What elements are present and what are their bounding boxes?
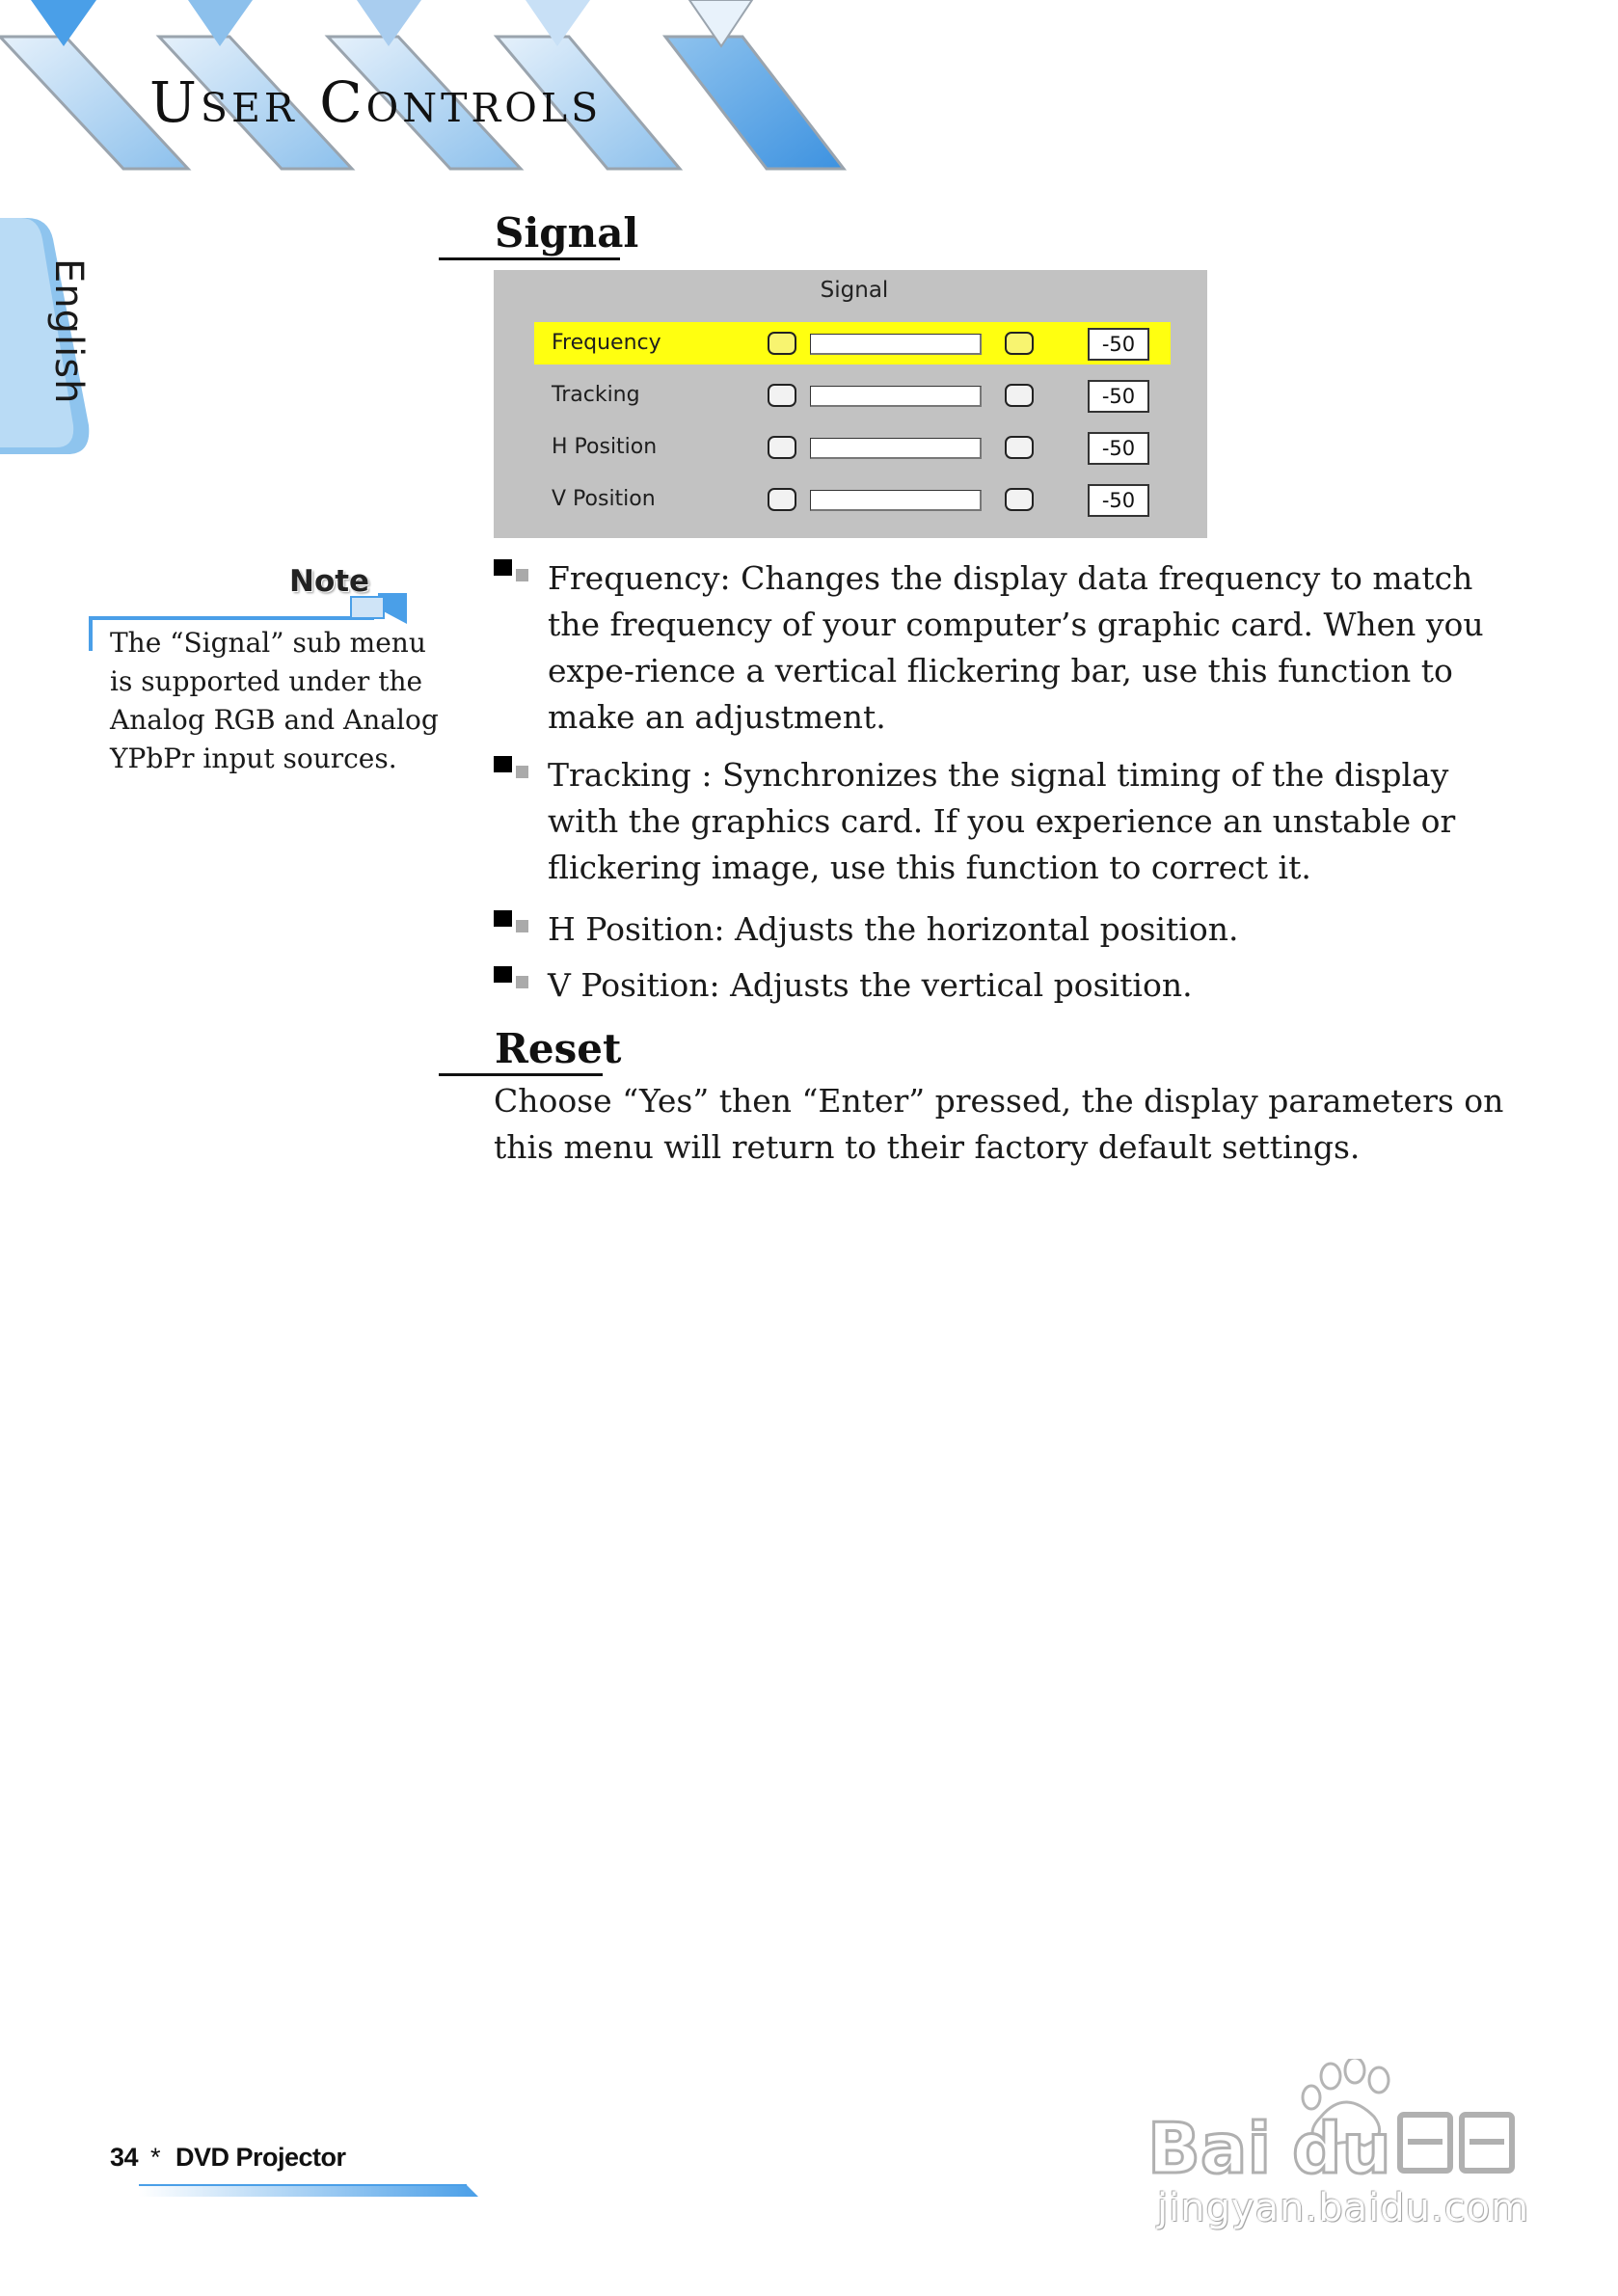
note-text: The “Signal” sub menu is supported under the Analog RGB and Analog YPbPr input sources. [110, 627, 439, 774]
osd-row-frequency[interactable] [534, 322, 1171, 365]
increase-icon[interactable] [1005, 332, 1034, 355]
footer-separator: * [150, 2143, 161, 2172]
osd-row-label: H Position [552, 435, 658, 459]
signal-heading-text: Signal [495, 209, 639, 257]
bullet-square-icon [494, 906, 532, 945]
osd-row-h-position[interactable] [534, 426, 1171, 469]
osd-slider-bar[interactable] [810, 490, 982, 511]
page-footer [110, 2143, 399, 2201]
note-box [89, 564, 439, 834]
osd-value-box: -50 [1088, 484, 1149, 517]
bullet-square-icon [494, 555, 532, 594]
osd-value-box: -50 [1088, 432, 1149, 465]
bullet-tracking [494, 752, 1516, 891]
footer-product-name: DVD Projector [175, 2143, 346, 2172]
osd-slider-bar[interactable] [810, 438, 982, 459]
svg-text:du: du [1292, 2108, 1391, 2184]
watermark-url: jingyan.baidu.com [1157, 2186, 1530, 2230]
page-title: User Controls [149, 69, 603, 135]
baidu-watermark [1147, 2059, 1533, 2252]
reset-description: Choose “Yes” then “Enter” pressed, the display parameters on this menu will return to their factory default settings. [494, 1082, 1504, 1166]
osd-row-label: Frequency [552, 331, 661, 355]
decrease-icon[interactable] [768, 488, 796, 511]
signal-section-heading [439, 203, 639, 260]
increase-icon[interactable] [1005, 488, 1034, 511]
decrease-icon[interactable] [768, 436, 796, 459]
note-title: Note [289, 564, 370, 599]
osd-menu-title: Signal [820, 278, 889, 303]
banner-stripe [665, 37, 844, 169]
bullet-text: H Position: Adjusts the horizontal position. [548, 910, 1239, 948]
osd-slider-bar[interactable] [810, 334, 982, 355]
footer-rule [139, 2179, 486, 2199]
osd-signal-menu [494, 270, 1207, 538]
osd-value-box: -50 [1088, 380, 1149, 413]
osd-slider-bar[interactable] [810, 386, 982, 407]
bullet-h-position [494, 906, 1516, 953]
bullet-square-icon [494, 752, 532, 791]
svg-text:Bai: Bai [1147, 2108, 1272, 2184]
osd-row-tracking[interactable] [534, 374, 1171, 417]
osd-row-label: Tracking [552, 383, 640, 407]
bullet-text: V Position: Adjusts the vertical position. [548, 966, 1193, 1004]
bullet-frequency [494, 555, 1516, 741]
decrease-icon[interactable] [768, 384, 796, 407]
increase-icon[interactable] [1005, 384, 1034, 407]
bullet-text: Frequency: Changes the display data frequency to match the frequency of your computer’s graphic card. When you expe-rience a vertical flickering bar, use this function to make an adjustment. [548, 559, 1484, 736]
heading-underline [439, 1073, 603, 1076]
bullet-text: Tracking : Synchronizes the signal timing of the display with the graphics card. If you experience an unstable or flickering image, use this function to correct it. [548, 756, 1456, 886]
decrease-icon[interactable] [768, 332, 796, 355]
osd-row-v-position[interactable] [534, 478, 1171, 521]
page-number: 34 [110, 2143, 139, 2172]
reset-section-heading [439, 1018, 622, 1076]
reset-heading-text: Reset [495, 1025, 622, 1072]
language-tab-label[interactable]: English [46, 258, 91, 405]
bullet-square-icon [494, 962, 532, 1001]
heading-underline [439, 257, 620, 260]
bullet-v-position [494, 962, 1516, 1009]
osd-value-box: -50 [1088, 328, 1149, 361]
increase-icon[interactable] [1005, 436, 1034, 459]
osd-row-label: V Position [552, 487, 656, 511]
baidu-logo-icon [1147, 2059, 1533, 2184]
